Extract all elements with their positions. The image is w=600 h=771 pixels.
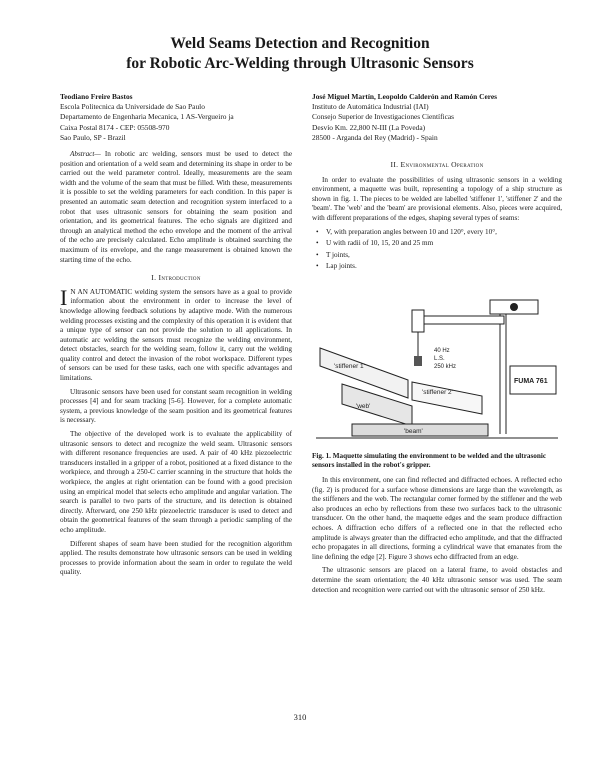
environment-paragraph-2: In this environment, one can find reflected and diffracted echoes. A reflected echo (fig. 2) is produced for a surface whose dimensions are large than the wavelength, as the stiffeners and the web. The rectangular corner formed by the stiffener and the web also produces an echo by reflections from these two surfaces back to the ultrasonic transducer. On the other hand, the maquette edges and the seam produce diffraction echoes. A diffraction echo differs of a reflected one in that the reflected echo amplitude is always greater than the diffracted echo amplitude, and that the diffracted echo propagates in all directions, forming a cylindrical wave that emanates from the line defining the edge [2]. Figure 3 shows echo diffracted from an edge. [312,476,562,561]
section-heading-environment: II. Environmental Operation [390,160,484,169]
affiliation-line: 28500 - Arganda del Rey (Madrid) - Spain [312,132,438,142]
robot-arm [412,316,504,324]
right-column-bottom [312,476,562,599]
paper-title-line-2: for Robotic Arc-Welding through Ultrasonic Sensors [126,55,474,72]
intro-text-1: welding system the sensors have as a goal to provide information about the environment in order to increase the level of knowledge allowing feedback solutions by adaptive mode. With the numerous welding processes existing and the complexity of this operation it is evident that a unique type of sensor can not provide the solution to all applications. In automatic arc welding the sensors must recognize the welding environment, detect obstacles, search for the welding seam, follow it, carry out the welding quality control and detect the invasion of the robot workspace. Different types of sensors can be used for these tasks, each one with specific advantages and limitations. [60,287,292,383]
ultrasonic-sensor [414,356,422,366]
abstract-text: In robotic arc welding, sensors must be used to detect the position and orientation of a weld seam and determining its shape in order to be carried out the weld parameter control. Ideally, measurements are the seam width and the volume of the seam that must be filled. With these, measurements it is possible to set the welding parameters for each condition. In this paper is presented an automatic seam detection and recognition system interfaced to a robot that uses ultrasonic sensors for obtaining the seam position and orientation, and its geometrical features. The echo signals are digitized and through an analytical method the echo envelope and the moment of the arrival of the echo are precisely calculated. Echo amplitude is obtained searching the maximum of its envelope, and the range measurement is obtained known the starting time of the echo. [60,150,293,264]
figure-caption-text: Maquette simulating the environment to be welded and the ultrasonic sensors installed in the robot's gripper. [312,452,547,470]
stiffener-2-shape [412,382,482,414]
abstract-label: Abstract— [70,150,101,158]
affiliation-line: Sao Paulo, SP - Brazil [60,132,126,142]
affiliation-line: Departamento de Engenharia Mecanica, 1 AS-Vergueiro ja [60,112,234,122]
list-item: • Lap joints. [316,262,562,272]
list-item: • V, with preparation angles between 10 and 120°, every 10°, [316,228,562,238]
abstract [60,150,292,265]
page-number: 310 [293,712,307,722]
intro-paragraph-4: Different shapes of seam have been studied for the recognition algorithm applied. The results demonstrate how ultrasonic sensors can be used in welding processes to provide information about the seam in order to regulate the weld quality. [60,539,292,577]
right-column-top [312,160,562,274]
left-column [60,150,292,582]
list-item: • U with radii of 10, 15, 20 and 25 mm [316,239,562,249]
label-web: 'web' [356,403,371,410]
affiliation-line: Instituto de Automática Industrial (IAI) [312,102,429,112]
author-block-left [60,92,290,143]
gripper [412,310,424,332]
figure-maquette [312,296,562,446]
figure-caption-label: Fig. 1. [312,452,331,460]
affiliation-line: Caixa Postal 8174 - CEP: 05508-970 [60,122,170,132]
environment-paragraph-1: In order to evaluate the possibilities of using ultrasonic sensors in a welding environment, a maquette was built, representing a topology of a ship structure as shown in fig. 1. The pieces to be welded are labelled 'stiffener 1', 'stiffener 2' and the 'beam'. The 'web' and the 'beam' are provisional elements. Also, pieces were acquired, with different preparations of the edges, shaping several types of seams: [312,175,562,222]
intro-paragraph-3: The objective of the developed work is to evaluate the applicability of ultrasonic sensors to detect and recognize the weld seam. Ultrasonic sensors with different resonance frequencies are used. A pair of 40 kHz piezoelectric transducers installed in a gripper of a robot, positioned at a fixed distance to the workpiece, and through a 250-C carrier scanning in the structure that holds the workpiece, the angles at right orientation can be found with a good precision using an empirical model that selects echo amplitude and angular variation. The search is parallel to two parts of the structure, and its detection is obtained directly. Afterward, one 250 kHz piezoelectric transducer is used to detect and obtain the geometrical features of the seam through a periodic sampling of the echo amplitude. [60,430,292,534]
seam-types-list [316,228,562,272]
intro-paragraph-2: Ultrasonic sensors have been used for constant seam recognition in welding processes [4] and for seam tracking [5-6]. However, for a complete automatic system, a previous knowledge of the seam position and its geometrical features is necessary. [60,387,292,425]
intro-paragraph-1 [60,284,292,384]
affiliation-line: Desvío Km. 22,800 N-III (La Poveda) [312,122,426,132]
author-name-left: Teodiano Freire Bastos [60,92,133,101]
robot-joint [510,303,518,311]
affiliation-line: Escola Politecnica da Universidade de Sao Paulo [60,102,205,112]
affiliation-line: Consejo Superior de Investigaciones Científicas [312,112,455,122]
label-stiffener-2: 'stiffener 2' [422,389,453,396]
intro-lead: N AN AUTOMATIC [70,287,133,296]
list-item: • T joints, [316,251,562,261]
label-stiffener-1: 'stiffener 1' [334,363,365,370]
section-heading-intro: I. Introduction [151,273,201,283]
figure-caption [312,452,562,471]
drop-cap: I [60,284,68,310]
label-robot: FUMA 761 [514,378,548,385]
environment-paragraph-3: The ultrasonic sensors are placed on a lateral frame, to avoid obstacles and determine the seam orientation; the 40 kHz ultrasonic sensor was used. The seam detection and recognition were carried out with the ultrasonic sensor of 250 kHz. [312,566,562,594]
label-beam: 'beam' [404,428,423,435]
author-block-right [312,92,562,143]
author-name-right: José Miguel Martín, Leopoldo Calderón and Ramón Ceres [312,92,498,101]
label-250khz: 250 kHz [434,364,457,370]
paper-title-line-1: Weld Seams Detection and Recognition [170,35,430,52]
label-40hz: 40 Hz [434,348,450,354]
label-ls: L.S. [434,356,445,362]
